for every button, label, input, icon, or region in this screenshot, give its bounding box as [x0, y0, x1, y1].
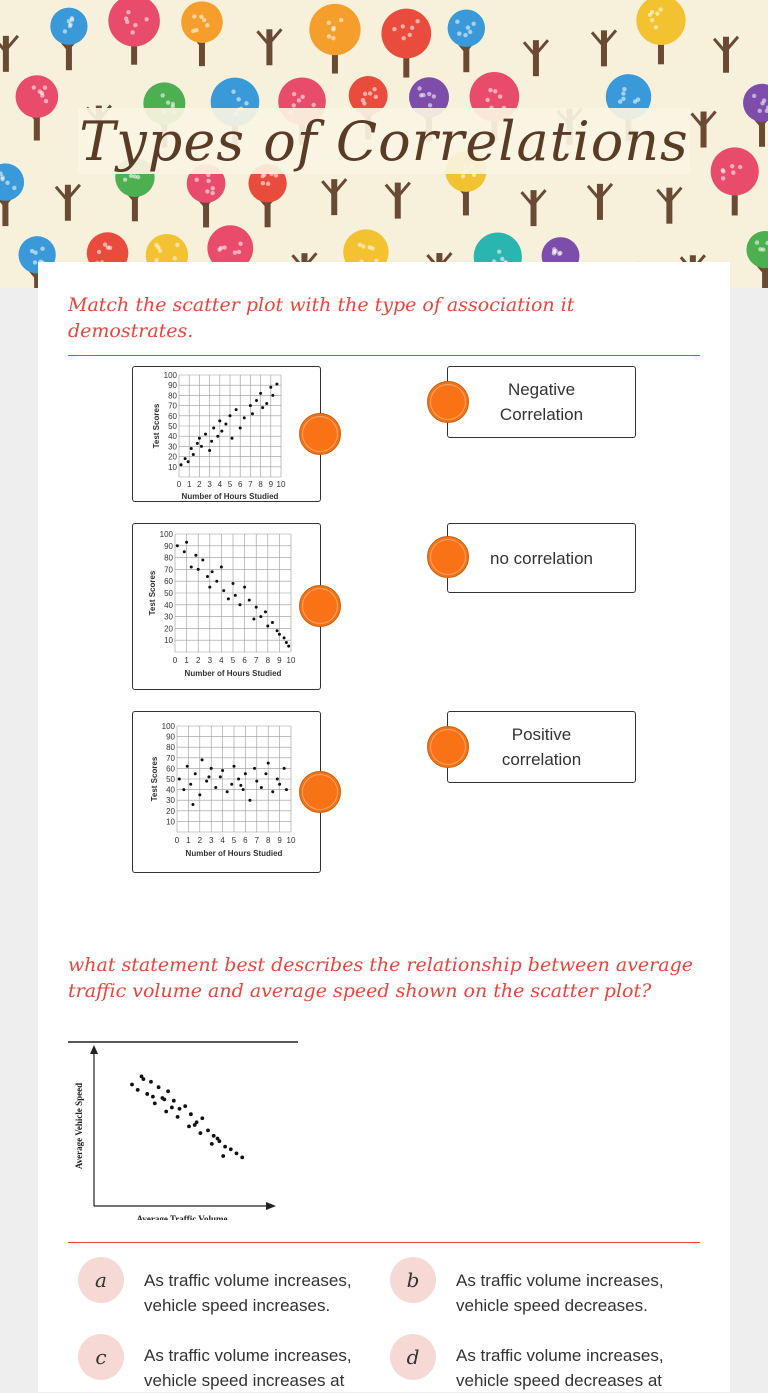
data-point	[210, 767, 213, 770]
x-tick-label: 7	[254, 836, 260, 845]
data-point	[237, 778, 240, 781]
scatter-plot-card-1[interactable]	[132, 366, 321, 502]
tree-icon	[448, 9, 485, 72]
y-tick-label: 60	[166, 764, 175, 774]
tree-icon	[0, 163, 24, 226]
data-point	[239, 784, 242, 787]
data-point	[201, 758, 204, 761]
x-tick-label: 7	[248, 480, 253, 489]
x-tick-label: 6	[242, 656, 247, 665]
x-tick-label: 1	[184, 656, 189, 665]
tree-icon	[588, 184, 612, 220]
x-tick-label: 5	[227, 480, 233, 489]
data-point	[215, 580, 218, 583]
question-1-divider	[68, 355, 700, 356]
answer-box-1[interactable]	[447, 366, 636, 438]
data-point	[253, 767, 256, 770]
data-point	[214, 786, 217, 789]
data-point	[186, 765, 189, 768]
x-tick-label: 6	[243, 836, 248, 845]
x-tick-label: 2	[195, 656, 201, 665]
tree-icon	[309, 4, 360, 74]
answer-label-none: no correlation	[489, 548, 593, 568]
data-point	[240, 1156, 244, 1160]
x-tick-label: 7	[253, 656, 259, 665]
y-tick-label: 100	[163, 371, 177, 380]
data-point	[219, 775, 222, 778]
data-point	[183, 1104, 187, 1108]
data-point	[278, 633, 281, 636]
data-point	[193, 1123, 197, 1127]
data-point	[276, 778, 279, 781]
data-point	[198, 793, 201, 796]
data-point	[187, 1124, 191, 1128]
y-tick-label: 40	[164, 600, 173, 610]
data-point	[208, 586, 211, 589]
x-tick-label: 6	[237, 480, 243, 489]
choice-c-text[interactable]: As traffic volume increases, vehicle speed increases at	[144, 1346, 352, 1390]
data-point	[157, 1085, 161, 1089]
answer-box-3[interactable]	[447, 711, 636, 783]
data-point	[164, 1110, 168, 1114]
y-tick-label: 10	[166, 817, 175, 827]
x-tick-label: 2	[197, 480, 202, 489]
data-point	[210, 440, 213, 443]
data-point	[194, 554, 197, 557]
tree-icon	[16, 75, 59, 140]
data-point	[269, 386, 272, 389]
data-point	[204, 433, 207, 436]
x-tick-label: 9	[277, 836, 282, 845]
y-tick-label: 50	[168, 422, 177, 431]
match-dot-left-3[interactable]	[299, 771, 341, 813]
y-tick-label: 70	[168, 401, 177, 411]
y-axis-label: Average Vehicle Speed	[74, 1082, 84, 1170]
data-point	[211, 570, 214, 573]
x-tick-label: 1	[186, 480, 192, 489]
y-tick-label: 70	[166, 753, 175, 763]
data-point	[285, 788, 288, 791]
question-2-prompt: what statement best describes the relationship between average traffic volume and average speed shown on the scatter plot?	[68, 954, 693, 1002]
data-point	[229, 1147, 233, 1151]
data-point	[183, 550, 186, 553]
data-point	[259, 615, 262, 618]
data-point	[223, 1145, 227, 1149]
match-dot-left-1[interactable]	[299, 413, 341, 455]
worksheet-card	[38, 262, 730, 1392]
match-dot-left-2[interactable]	[299, 585, 341, 627]
choice-a-text[interactable]: As traffic volume increases, vehicle speed increases.	[144, 1271, 352, 1315]
x-tick-label: 0	[172, 656, 178, 665]
data-point	[224, 422, 227, 425]
data-point	[255, 399, 258, 402]
data-point	[287, 645, 290, 648]
data-point	[166, 1089, 170, 1093]
tree-icon	[746, 231, 768, 288]
data-point	[243, 586, 246, 589]
answer-label-negative: Negative Correlation	[499, 380, 584, 424]
y-tick-label: 100	[159, 530, 173, 539]
data-point	[180, 463, 183, 466]
y-tick-label: 10	[164, 636, 173, 646]
data-point	[264, 610, 267, 613]
x-tick-label: 4	[219, 656, 224, 665]
tree-icon	[108, 0, 160, 65]
x-tick-label: 4	[220, 836, 225, 845]
tree-icon	[322, 179, 346, 215]
tree-icon	[522, 190, 546, 226]
data-point	[283, 767, 286, 770]
x-tick-label: 8	[258, 480, 263, 489]
data-point	[264, 772, 267, 775]
choice-d-letter: d	[406, 1345, 420, 1369]
data-point	[238, 603, 241, 606]
data-point	[178, 1107, 182, 1111]
data-point	[249, 404, 252, 407]
data-point	[212, 1134, 216, 1138]
x-tick-label: 3	[207, 656, 213, 665]
data-point	[283, 636, 286, 639]
data-point	[235, 1151, 239, 1155]
data-point	[218, 419, 221, 422]
data-point	[234, 594, 237, 597]
data-point	[184, 457, 187, 460]
data-point	[185, 541, 188, 544]
data-point	[149, 1080, 153, 1084]
question-2-divider	[68, 1242, 700, 1243]
data-point	[231, 437, 234, 440]
question-1-prompt: Match the scatter plot with the type of association it demostrates.	[68, 294, 575, 342]
data-point	[189, 783, 192, 786]
data-point	[196, 442, 199, 445]
data-point	[206, 575, 209, 578]
scatter-plot-negative	[133, 524, 320, 689]
choice-d-text[interactable]: As traffic volume increases, vehicle speed decreases at	[456, 1346, 664, 1390]
y-tick-label: 30	[164, 612, 173, 622]
data-point	[248, 799, 251, 802]
data-point	[248, 599, 251, 602]
choice-d-badge[interactable]	[390, 1334, 436, 1380]
y-tick-label: 70	[164, 565, 173, 575]
data-point	[176, 544, 179, 547]
data-point	[187, 460, 190, 463]
x-axis-label: Number of Hours Studied	[184, 669, 282, 678]
data-point	[176, 1115, 180, 1119]
data-point	[265, 402, 268, 405]
x-tick-label: 0	[176, 480, 182, 489]
data-point	[227, 597, 230, 600]
data-point	[208, 449, 211, 452]
data-point	[145, 1092, 149, 1096]
x-tick-label: 10	[286, 656, 296, 665]
match-dot-right-1[interactable]	[427, 381, 469, 423]
tree-icon	[711, 147, 759, 215]
data-point	[271, 790, 274, 793]
choice-b-badge[interactable]	[390, 1257, 436, 1303]
y-tick-label: 30	[166, 796, 175, 806]
data-point	[201, 558, 204, 561]
data-point	[261, 406, 264, 409]
data-point	[194, 772, 197, 775]
data-point	[243, 416, 246, 419]
data-point	[190, 447, 193, 450]
data-point	[233, 765, 236, 768]
data-point	[285, 641, 288, 644]
data-point	[197, 568, 200, 571]
scatter-plot-positive	[133, 367, 320, 501]
traffic-scatter-svg	[68, 1040, 300, 1220]
data-point	[190, 566, 193, 569]
data-point	[200, 445, 203, 448]
x-axis-label: Number of Hours Studied	[181, 492, 279, 501]
choice-c-letter: c	[95, 1345, 107, 1369]
choice-a-badge[interactable]	[78, 1257, 124, 1303]
data-point	[232, 582, 235, 585]
x-tick-label: 2	[197, 836, 203, 845]
data-point	[178, 778, 181, 781]
answer-label-positive: Positive correlation	[501, 725, 582, 769]
x-tick-label: 10	[286, 836, 296, 845]
x-tick-label: 5	[230, 656, 236, 665]
data-point	[244, 772, 247, 775]
choice-b-letter: b	[406, 1268, 420, 1292]
data-point	[162, 1097, 166, 1101]
x-axis-label: Number of Hours Studied	[185, 849, 283, 858]
x-axis-label: Average Traffic Volume	[136, 1214, 228, 1220]
data-point	[251, 412, 254, 415]
data-point	[170, 1106, 174, 1110]
data-point	[226, 790, 229, 793]
tree-icon	[181, 1, 223, 66]
y-tick-label: 20	[166, 806, 175, 816]
tree-icon	[50, 8, 87, 71]
x-tick-label: 9	[277, 656, 282, 665]
x-tick-label: 1	[186, 836, 191, 845]
y-tick-label: 50	[164, 589, 173, 598]
x-axis-arrow	[266, 1202, 276, 1210]
tree-icon	[524, 40, 548, 76]
y-tick-label: 40	[168, 432, 177, 442]
data-point	[235, 408, 238, 411]
data-point	[222, 589, 225, 592]
tree-icon	[743, 84, 768, 147]
scatter-plot-card-2[interactable]	[132, 523, 321, 690]
page-title: Types of Correlations	[79, 109, 689, 173]
tree-icon	[714, 37, 738, 73]
data-point	[220, 566, 223, 569]
match-dot-right-3[interactable]	[427, 726, 469, 768]
data-point	[271, 621, 274, 624]
data-point	[210, 1142, 214, 1146]
tree-icon	[386, 183, 410, 219]
data-point	[212, 427, 215, 430]
data-point	[275, 383, 278, 386]
choice-a-letter: a	[95, 1268, 107, 1292]
x-tick-label: 9	[268, 480, 274, 489]
header-banner	[0, 0, 768, 288]
x-tick-label: 5	[231, 836, 237, 845]
data-point	[136, 1088, 140, 1092]
y-axis-label: Test Scores	[150, 756, 159, 802]
data-point	[205, 780, 208, 783]
data-point	[172, 1099, 176, 1103]
data-point	[252, 617, 255, 620]
data-point	[255, 606, 258, 609]
data-point	[239, 427, 242, 430]
data-point	[216, 1137, 220, 1141]
y-tick-label: 40	[166, 785, 175, 795]
data-point	[276, 629, 279, 632]
data-point	[191, 803, 194, 806]
data-point	[230, 783, 233, 786]
data-point	[271, 394, 274, 397]
data-point	[220, 430, 223, 433]
x-tick-label: 8	[265, 836, 271, 845]
y-tick-label: 20	[164, 624, 173, 634]
y-tick-label: 90	[164, 541, 173, 551]
y-tick-label: 80	[168, 391, 177, 401]
tree-icon	[592, 30, 616, 66]
data-point	[140, 1075, 144, 1079]
x-tick-label: 0	[174, 836, 180, 845]
tree-icon	[257, 29, 281, 65]
y-axis-label: Test Scores	[152, 403, 161, 449]
data-point	[216, 435, 219, 438]
data-point	[221, 1154, 225, 1158]
scatter-plot-none	[133, 712, 320, 872]
y-tick-label: 60	[164, 577, 173, 587]
traffic-scatter-plot	[68, 1040, 300, 1220]
y-tick-label: 80	[166, 743, 175, 753]
y-tick-label: 60	[168, 411, 177, 421]
choice-b-text[interactable]: As traffic volume increases, vehicle speed decreases.	[456, 1271, 664, 1315]
data-point	[189, 1112, 193, 1116]
tree-icon	[381, 9, 431, 78]
y-axis-label: Test Scores	[148, 570, 157, 616]
data-point	[151, 1095, 155, 1099]
data-point	[278, 783, 281, 786]
answer-box-2[interactable]	[447, 523, 636, 593]
y-tick-label: 10	[168, 462, 177, 472]
x-tick-label: 10	[276, 480, 286, 489]
data-point	[266, 625, 269, 628]
y-tick-label: 90	[168, 381, 177, 391]
y-tick-label: 100	[161, 722, 175, 731]
y-tick-label: 30	[168, 442, 177, 452]
x-tick-label: 8	[265, 656, 271, 665]
choice-c-badge[interactable]	[78, 1334, 124, 1380]
y-axis-arrow	[90, 1045, 98, 1054]
tree-icon	[0, 36, 18, 72]
x-tick-label: 3	[207, 480, 212, 489]
tree-icon	[692, 112, 716, 148]
x-tick-label: 4	[217, 480, 223, 489]
data-point	[206, 1129, 210, 1133]
data-point	[130, 1083, 134, 1087]
data-point	[153, 1102, 157, 1106]
data-point	[207, 775, 210, 778]
tree-icon	[657, 188, 681, 224]
tree-icon	[636, 0, 685, 64]
match-dot-right-2[interactable]	[427, 536, 469, 578]
y-tick-label: 80	[164, 553, 173, 563]
data-point	[182, 788, 185, 791]
x-tick-label: 3	[208, 836, 214, 845]
data-point	[260, 786, 263, 789]
data-point	[259, 392, 262, 395]
data-point	[200, 1116, 204, 1120]
y-tick-label: 50	[166, 775, 175, 784]
y-tick-label: 20	[168, 452, 177, 462]
data-point	[229, 414, 232, 417]
data-point	[198, 437, 201, 440]
data-point	[221, 769, 224, 772]
data-point	[255, 780, 258, 783]
tree-icon	[56, 185, 80, 221]
title-box	[78, 108, 690, 174]
scatter-plot-card-3[interactable]	[132, 711, 321, 873]
data-point	[192, 453, 195, 456]
y-tick-label: 90	[166, 732, 175, 742]
data-point	[267, 762, 270, 765]
data-point	[199, 1131, 203, 1135]
data-point	[242, 788, 245, 791]
